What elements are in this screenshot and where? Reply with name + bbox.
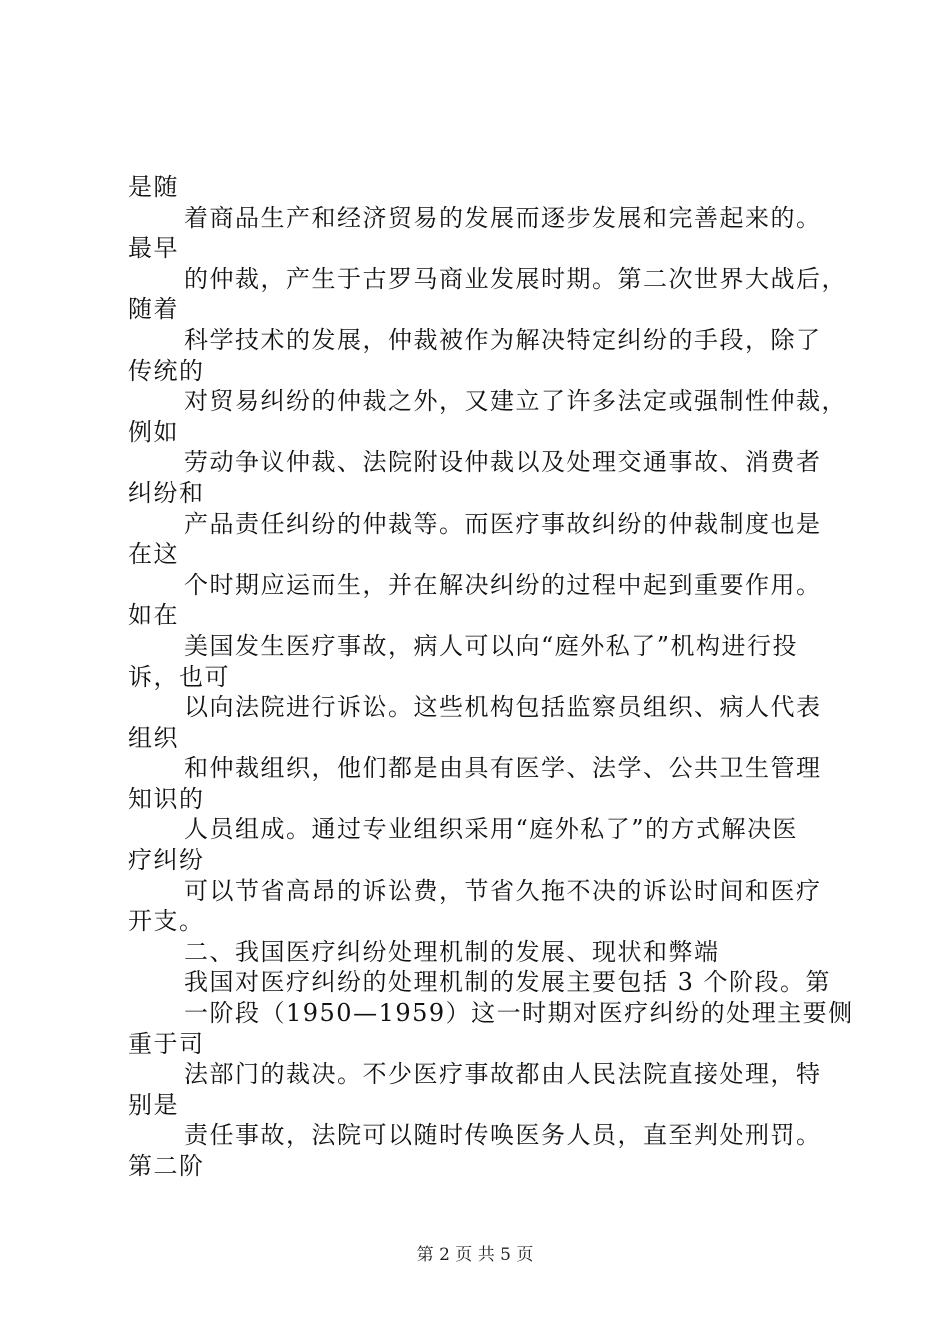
body-text bbox=[128, 172, 854, 1182]
text-line: 第二阶 bbox=[128, 1152, 205, 1180]
text-line: 例如 bbox=[128, 417, 179, 446]
text-line: 着商品生产和经济贸易的发展而逐步发展和完善起来的。 bbox=[184, 203, 822, 232]
text-line: 产品责任纠纷的仲裁等。而医疗事故纠纷的仲裁制度也是 bbox=[184, 509, 822, 538]
text-line: 二、我国医疗纠纷处理机制的发展、现状和弊端 bbox=[184, 937, 720, 966]
text-line: 可以节省高昂的诉讼费，节省久拖不决的诉讼时间和医疗 bbox=[184, 876, 822, 905]
text-line: 是随 bbox=[128, 173, 179, 201]
page-footer: 第 2 页 共 5 页 bbox=[416, 1245, 534, 1265]
text-line: 法部门的裁决。不少医疗事故都由人民法院直接处理，特 bbox=[184, 1060, 822, 1089]
text-line: 知识的 bbox=[128, 784, 205, 813]
text-line: 疗纠纷 bbox=[128, 846, 205, 875]
text-line: 一阶段（1950—1959）这一时期对医疗纠纷的处理主要侧 bbox=[184, 999, 854, 1028]
text-line: 对贸易纠纷的仲裁之外，又建立了许多法定或强制性仲裁， bbox=[184, 387, 847, 416]
text-line: 美国发生医疗事故，病人可以向“庭外私了”机构进行投 bbox=[184, 631, 799, 660]
text-line: 在这 bbox=[128, 540, 179, 569]
text-line: 责任事故，法院可以随时传唤医务人员，直至判处刑罚。 bbox=[184, 1121, 822, 1150]
text-line: 劳动争议仲裁、法院附设仲裁以及处理交通事故、消费者 bbox=[184, 448, 822, 477]
text-line: 传统的 bbox=[128, 356, 205, 385]
text-line: 组织 bbox=[128, 723, 179, 752]
text-line: 诉，也可 bbox=[128, 662, 230, 691]
text-line: 的仲裁，产生于古罗马商业发展时期。第二次世界大战后， bbox=[184, 264, 847, 293]
text-line: 个时期应运而生，并在解决纠纷的过程中起到重要作用。 bbox=[184, 570, 822, 599]
text-line: 科学技术的发展，仲裁被作为解决特定纠纷的手段，除了 bbox=[184, 325, 822, 354]
text-line: 我国对医疗纠纷的处理机制的发展主要包括 3 个阶段。第 bbox=[184, 968, 832, 997]
text-line: 别是 bbox=[128, 1090, 179, 1119]
text-line: 最早 bbox=[128, 234, 179, 263]
text-line: 随着 bbox=[128, 295, 179, 324]
text-line: 人员组成。通过专业组织采用“庭外私了”的方式解决医 bbox=[184, 815, 799, 844]
text-line: 以向法院进行诉讼。这些机构包括监察员组织、病人代表 bbox=[184, 693, 822, 722]
text-line: 重于司 bbox=[128, 1029, 205, 1058]
text-line: 开支。 bbox=[128, 907, 205, 936]
text-line: 纠纷和 bbox=[128, 478, 205, 507]
text-line: 如在 bbox=[128, 601, 179, 630]
text-line: 和仲裁组织，他们都是由具有医学、法学、公共卫生管理 bbox=[184, 754, 822, 783]
